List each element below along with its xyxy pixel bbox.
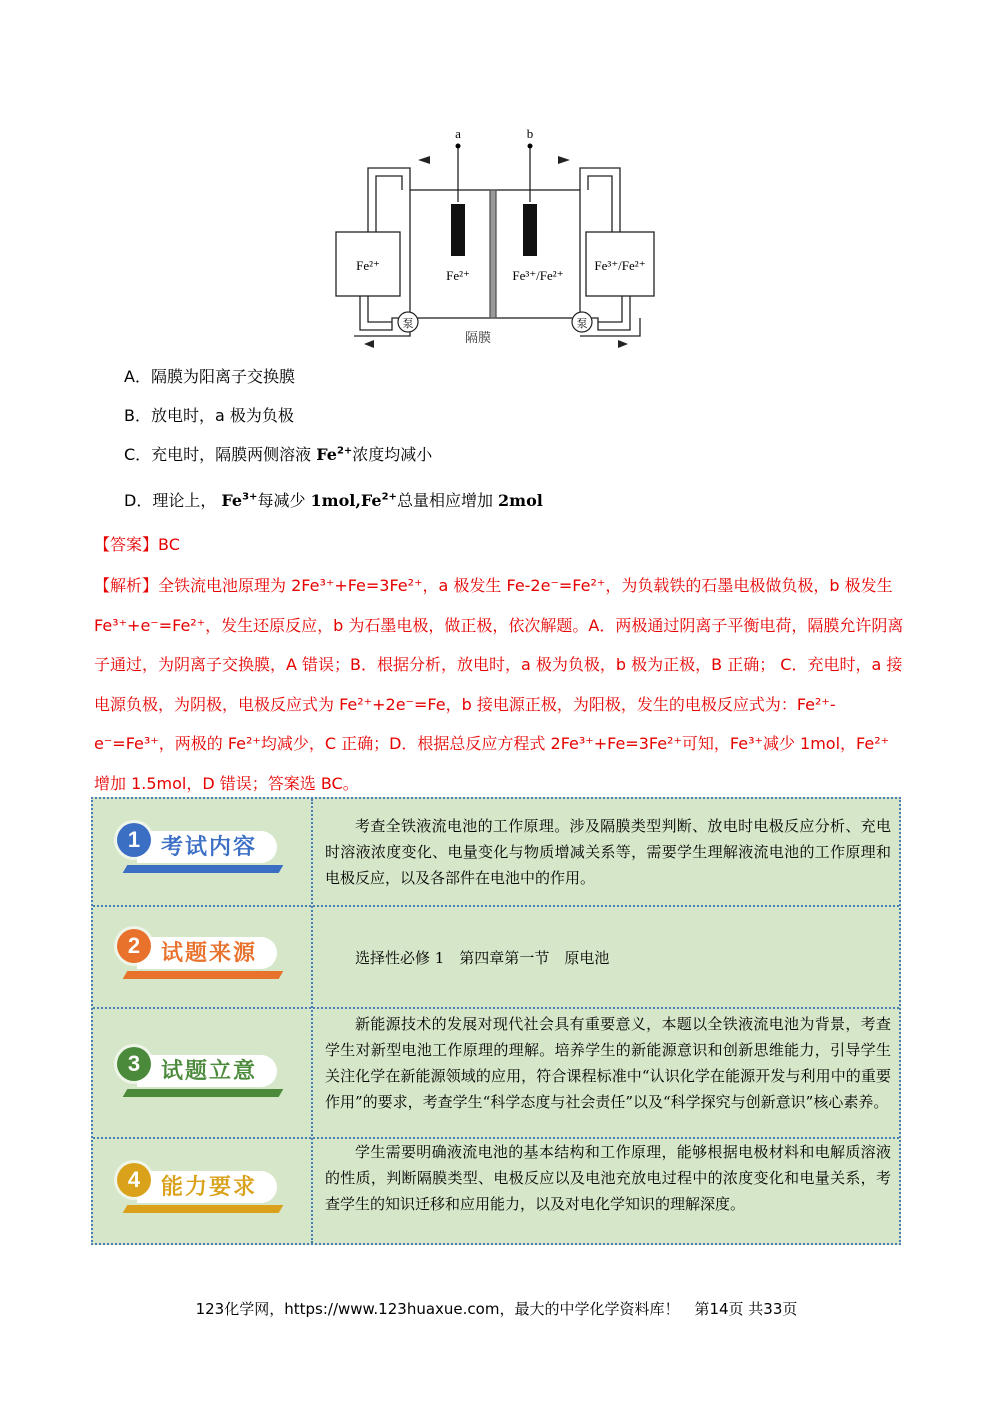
badge-title: 考试内容: [137, 831, 277, 863]
option-d-charge2: 2+: [381, 491, 397, 503]
option-c: [124, 442, 432, 465]
badge-exam-content: [113, 821, 283, 881]
badge-source: [113, 927, 283, 987]
option-d-mid2: 总量相应增加: [396, 491, 499, 510]
electrode-b-label: b: [526, 126, 534, 141]
row-text: 学生需要明确液流电池的基本结构和工作原理，能够根据电极材料和电解质溶液的性质，判断隔膜类型、电极反应以及电池充放电过程中的浓度变化和电量关系，考查学生的知识迁移和应用能力，以及对电化学知识的理解深度。: [325, 1143, 891, 1213]
option-c-charge: 2+: [336, 445, 353, 457]
row-text: 考查全铁液流电池的工作原理。涉及隔膜类型判断、放电时电极反应分析、充电时溶液浓度变化、电量变化与物质增减关系等，需要学生理解液流电池的工作原理和电极反应，以及各部件在电池中的作用。: [325, 817, 891, 887]
option-a: A．隔膜为阳离子交换膜: [124, 367, 295, 386]
row-text: 选择性必修 1 第四章第一节 原电池: [355, 949, 610, 967]
option-d-ion2: Fe: [360, 491, 382, 510]
badge-title: 试题来源: [137, 937, 277, 969]
badge-number: 4: [117, 1163, 151, 1197]
badge-ability: [113, 1161, 283, 1221]
option-b: B．放电时，a 极为负极: [124, 406, 294, 425]
answer: [94, 532, 180, 555]
badge-number: 2: [117, 929, 151, 963]
analysis-tag: 【解析】: [94, 576, 159, 595]
badge-stripe: [123, 971, 284, 979]
left-cell-label: Fe²⁺: [446, 268, 470, 283]
page-footer: 123化学网，https://www.123huaxue.com，最大的中学化学资料库！ 第14页 共33页: [195, 1300, 798, 1318]
left-tank-label: Fe²⁺: [356, 258, 380, 273]
badge-number: 3: [117, 1047, 151, 1081]
answer-value: BC: [158, 535, 180, 554]
option-d-charge1: 3+: [242, 491, 258, 503]
panel-row-intent: [93, 1009, 899, 1137]
badge-number: 1: [117, 823, 151, 857]
row-text: 新能源技术的发展对现代社会具有重要意义，本题以全铁液流电池为背景，考查学生对新型电池工作原理的理解。培养学生的新能源意识和创新思维能力，引导学生关注化学在新能源领域的应用，符合课程标准中“认识化学在能源开发与利用中的重要作用”的要求，考查学生“科学态度与社会责任”以及“科学探究与创新意识”核心素养。: [325, 1015, 891, 1111]
panel-row-ability: [93, 1139, 899, 1243]
option-c-ion: Fe: [316, 445, 337, 464]
option-d-mid1: 每减少: [257, 491, 311, 510]
option-d-amount2: 2mol: [498, 491, 543, 510]
left-pump-label: 泵: [402, 317, 414, 330]
badge-title: 试题立意: [137, 1055, 277, 1087]
electrode-a-label: a: [455, 126, 461, 141]
badge-stripe: [123, 1205, 284, 1213]
badge-intent: [113, 1045, 283, 1105]
option-c-suffix: 浓度均减小: [352, 445, 433, 464]
flow-battery-diagram: [330, 122, 660, 352]
right-pump-label: 泵: [576, 317, 588, 330]
panel-row-exam-content: [93, 799, 899, 905]
panel-row-source: [93, 907, 899, 1007]
analysis-text: 全铁流电池原理为 2Fe³⁺+Fe=3Fe²⁺，a 极发生 Fe-2e⁻=Fe²⁺，为负载铁的石墨电极做负极，b 极发生 Fe³⁺+e⁻=Fe²⁺，发生还原反应，b 为石墨电极，做正极，依次解题。A．两极通过阴离子平衡电荷，隔膜允许阴离子通过，为阴离子交换膜，A 错误；B．根据分析，放电时，a 极为负极，b 极为正极，B 正确； C．充电时，a 接电源负极，为阴极，电极反应式为 Fe²⁺+2e⁻=Fe，b 接电源正极，为阳极，发生的电极反应式为：Fe²⁺-e⁻=Fe³⁺，两极的 Fe²⁺均减少，C 正确；D．根据总反应方程式 2Fe³⁺+Fe=3Fe²⁺可知，Fe³⁺减少 1mol，Fe²⁺增加 1.5mol，D 错误；答案选 BC。: [94, 576, 904, 793]
answer-tag: 【答案】: [94, 535, 159, 554]
option-d-prefix: D．理论上，: [124, 491, 222, 510]
analysis-panel: [91, 797, 901, 1245]
badge-stripe: [123, 1089, 284, 1097]
option-d: [124, 488, 543, 511]
badge-title: 能力要求: [137, 1171, 277, 1203]
option-c-prefix: C．充电时，隔膜两侧溶液: [124, 445, 317, 464]
badge-stripe: [123, 865, 284, 873]
option-d-ion1: Fe: [221, 491, 243, 510]
right-cell-label: Fe³⁺/Fe²⁺: [512, 268, 564, 283]
membrane-label: 隔膜: [464, 331, 492, 346]
right-tank-label: Fe³⁺/Fe²⁺: [594, 258, 646, 273]
analysis: [94, 566, 904, 803]
option-d-amount1: 1mol,: [310, 491, 361, 510]
